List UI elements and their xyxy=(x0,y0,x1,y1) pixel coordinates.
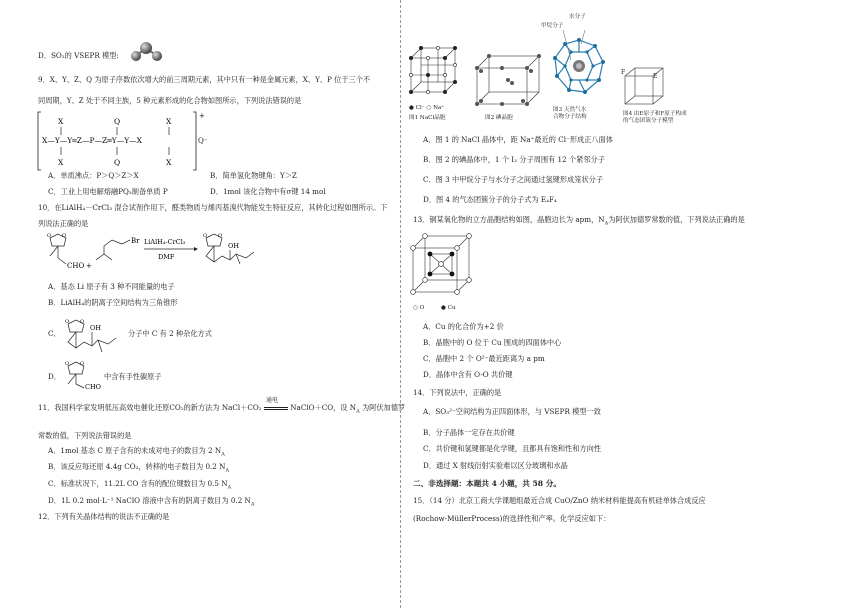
q11-option-b-sub: A xyxy=(225,467,230,474)
q13-stem-text: 13．铜某氧化物的立方晶胞结构如图，晶胞边长为 apm，N xyxy=(413,215,605,224)
q10-bromide: Br xyxy=(131,237,140,245)
q13-stem-sub: A xyxy=(604,220,609,227)
q11-stem-sub: A xyxy=(356,408,360,415)
q10-option-c-label: C． xyxy=(48,329,61,338)
right-column xyxy=(400,0,860,608)
q13-stem-end: 为阿伏加德罗常数的值，下列说法正确的是 xyxy=(608,215,745,224)
q9-chain: X—Y—Y═Z—P—Z═Y—Y—X xyxy=(42,136,142,145)
ef-cluster-figure xyxy=(619,64,671,108)
fig1-legend: ● Cl⁻ ○ Na⁺ xyxy=(409,105,445,111)
q10-option-c-oh: OH xyxy=(90,324,101,332)
svg-text:O: O xyxy=(203,233,208,239)
q15-stem-line2: (Rochow-MüllerProcess)的选择性和产率。化学反应如下： xyxy=(413,514,611,523)
q13-legend-o: ○ O xyxy=(413,305,425,311)
fig4-label-e: E xyxy=(653,73,658,80)
q9-bottom-q: Q xyxy=(114,158,121,167)
q12-option-c: C．图 3 中甲烷分子与水分子之间通过氢键形成笼状分子 xyxy=(423,175,603,184)
iodine-unit-cell-figure xyxy=(471,52,545,110)
q11-option-a-text: A．1mol 基态 C 原子含有的未成对电子的数目为 2 N xyxy=(48,446,222,455)
copper-oxide-unit-cell-figure xyxy=(409,232,473,302)
q11-option-b-text: B．该反应每还原 4.4g CO₂，转移的电子数目为 0.2 N xyxy=(48,462,226,471)
q13-option-c: C．晶胞中 2 个 O²⁻最近距离为 a pm xyxy=(423,354,545,363)
q9-structure-diagram xyxy=(36,110,206,172)
so2-option-d: D．SO₂的 VSEPR 模型: xyxy=(38,51,119,60)
methane-hydrate-cage-figure xyxy=(545,30,613,106)
q9-stem-line1: 9．X、Y、Z、Q 为原子序数依次增大的前三周期元素，其中只有一种是金属元素，X、Y、P 位于三个不 xyxy=(38,75,371,84)
q9-bottom-x1: X xyxy=(58,158,64,167)
fig3-caption-line2: 合物分子结构 xyxy=(553,114,587,120)
fig4-caption-line2: 的气态团簇分子模型 xyxy=(623,118,674,124)
fig4-caption-line1: 图4 由E原子和F原子构成 xyxy=(623,111,687,117)
fig3-label-water: 水分子 xyxy=(569,14,586,20)
q10-option-d-text: 中含有手性碳原子 xyxy=(104,372,162,381)
q14-option-c: C．共价键和氢键都是化学键，且都具有饱和性和方向性 xyxy=(423,444,602,453)
q13-option-d: D．晶体中含有 O-O 共价键 xyxy=(423,370,513,379)
svg-text:O: O xyxy=(62,233,67,239)
q11-stem-part3: 为阿伏加德罗 xyxy=(361,403,406,412)
q10-stem-line1: 10．在LiAlH₄－CrCl₃ 混合试剂作用下，醛类物质与烯丙基溴代物能发生特征反应，其转化过程如图所示。下 xyxy=(38,203,388,212)
svg-text:O: O xyxy=(47,233,52,239)
q11-option-d xyxy=(48,496,254,507)
q15-stem-line1: 15．（14 分）北京工商大学课题组最近合成 CuO/ZnO 纳米材料能提高有机硅单体合成反应 xyxy=(413,496,706,505)
q11-stem-line2: 常数的值，下列说法错误的是 xyxy=(38,431,132,440)
q11-option-c xyxy=(48,479,231,490)
q9-anion: Q⁻ xyxy=(198,136,208,145)
q10-option-d-cho: CHO xyxy=(85,383,101,390)
q10-plus: + xyxy=(86,262,92,270)
q14-option-d: D．通过 X 射线衍射实验难以区分玻璃和水晶 xyxy=(423,461,568,470)
q9-top-q: Q xyxy=(114,117,121,126)
q10-option-d-label: D． xyxy=(48,372,61,381)
svg-text:O: O xyxy=(218,233,223,239)
q11-option-c-sub: A xyxy=(227,484,232,491)
q11-stem-part2: NaClO＋CO，设 N xyxy=(290,403,357,412)
q9-option-d: D．1mol 该化合物中有σ键 14 mol xyxy=(210,187,326,196)
fig4-label-f: F xyxy=(621,69,626,76)
q13-stem xyxy=(413,215,745,228)
q9-charge-plus: + xyxy=(199,112,205,120)
q9-top-x1: X xyxy=(58,117,64,126)
fig3-caption-line1: 图3 天然气水 xyxy=(553,107,587,113)
svg-text:O: O xyxy=(80,361,85,367)
q9-bottom-x2: X xyxy=(166,158,172,167)
q10-reactant-cho: CHO xyxy=(67,262,85,270)
q14-stem: 14．下列说法中，正确的是 xyxy=(413,388,502,397)
q12-option-a: A．图 1 的 NaCl 晶体中，距 Na⁺最近的 Cl⁻形成正八面体 xyxy=(423,135,613,144)
fig2-caption: 图2 碘晶胞 xyxy=(485,115,513,121)
q13-option-b: B．晶胞中的 O 位于 Cu 围成的四面体中心 xyxy=(423,338,562,347)
q11-electrolysis-arrow xyxy=(264,396,288,411)
q11-option-c-text: C．标准状况下，11.2L CO 含有的配位键数目为 0.5 N xyxy=(48,479,228,488)
q14-option-b: B．分子晶体一定存在共价键 xyxy=(423,428,515,437)
q10-option-c-structure xyxy=(58,318,128,358)
q11-stem-part1: 11．我国科学家发明低压高效电催化还原CO₂的新方法为 NaCl＋CO₂ xyxy=(38,403,262,412)
q13-legend-cu: ● Cu xyxy=(441,305,456,311)
q9-option-b: B．简单氢化物键角：Y＞Z xyxy=(210,171,297,180)
q13-option-a: A．Cu 的化合价为+2 价 xyxy=(423,322,504,331)
q12-option-b: B．图 2 的碘晶体中，1 个 I₂ 分子周围有 12 个紧邻分子 xyxy=(423,155,605,164)
svg-text:O: O xyxy=(65,319,70,325)
section-two-heading: 二、非选择题：本题共 4 小题，共 58 分。 xyxy=(413,479,561,488)
q11-option-b xyxy=(48,462,229,473)
q12-option-d: D．图 4 的气态团簇分子的分子式为 E₄F₄ xyxy=(423,195,557,204)
q9-top-x2: X xyxy=(166,117,172,126)
q10-option-c-text: 分子中 C 有 2 种杂化方式 xyxy=(128,329,212,338)
q11-arrow-label: 通电 xyxy=(265,396,278,404)
q9-stem-line2: 同周期，Y、Z 处于不同主族，5 种元素形成的化合物如图所示，下列说法错误的是 xyxy=(38,96,302,105)
q10-product-oh: OH xyxy=(228,242,239,250)
q10-reaction-scheme xyxy=(36,230,276,275)
q9-option-c: C．工业上用电解熔融PQ₃制备单质 P xyxy=(48,187,168,196)
so2-molecule-model xyxy=(126,40,166,64)
q10-reagent: LiAlH₄-CrCl₃ xyxy=(144,238,186,246)
q11-option-d-text: D．1L 0.2 mol·L⁻¹ NaClO 溶液中含有的阴离子数目为 0.2 N xyxy=(48,496,251,505)
q11-option-a xyxy=(48,446,225,457)
q11-stem-line1 xyxy=(38,396,406,416)
q10-option-a: A．基态 Li 原子有 3 种不同能量的电子 xyxy=(48,282,175,291)
q10-stem-line2: 列说法正确的是 xyxy=(38,219,89,228)
fig1-caption: 图1 NaCl晶胞 xyxy=(409,115,446,121)
q10-solvent: DMF xyxy=(158,253,175,261)
q10-option-d-structure xyxy=(58,360,108,390)
fig3-label-methane: 甲烷分子 xyxy=(541,23,564,29)
q9-option-a: A．单质沸点：P＞Q＞Z＞X xyxy=(48,171,139,180)
svg-text:O: O xyxy=(80,319,85,325)
q12-stem: 12．下列有关晶体结构的说法不正确的是 xyxy=(38,512,170,521)
q10-option-b: B．LiAlH₄的阴离子空间结构为三角锥形 xyxy=(48,298,178,307)
q14-option-a: A．SO₃²⁻空间结构为正四面体形，与 VSEPR 模型一致 xyxy=(423,407,601,416)
svg-text:O: O xyxy=(65,361,70,367)
q11-option-a-sub: A xyxy=(221,451,225,458)
q11-option-d-sub: A xyxy=(250,501,255,508)
